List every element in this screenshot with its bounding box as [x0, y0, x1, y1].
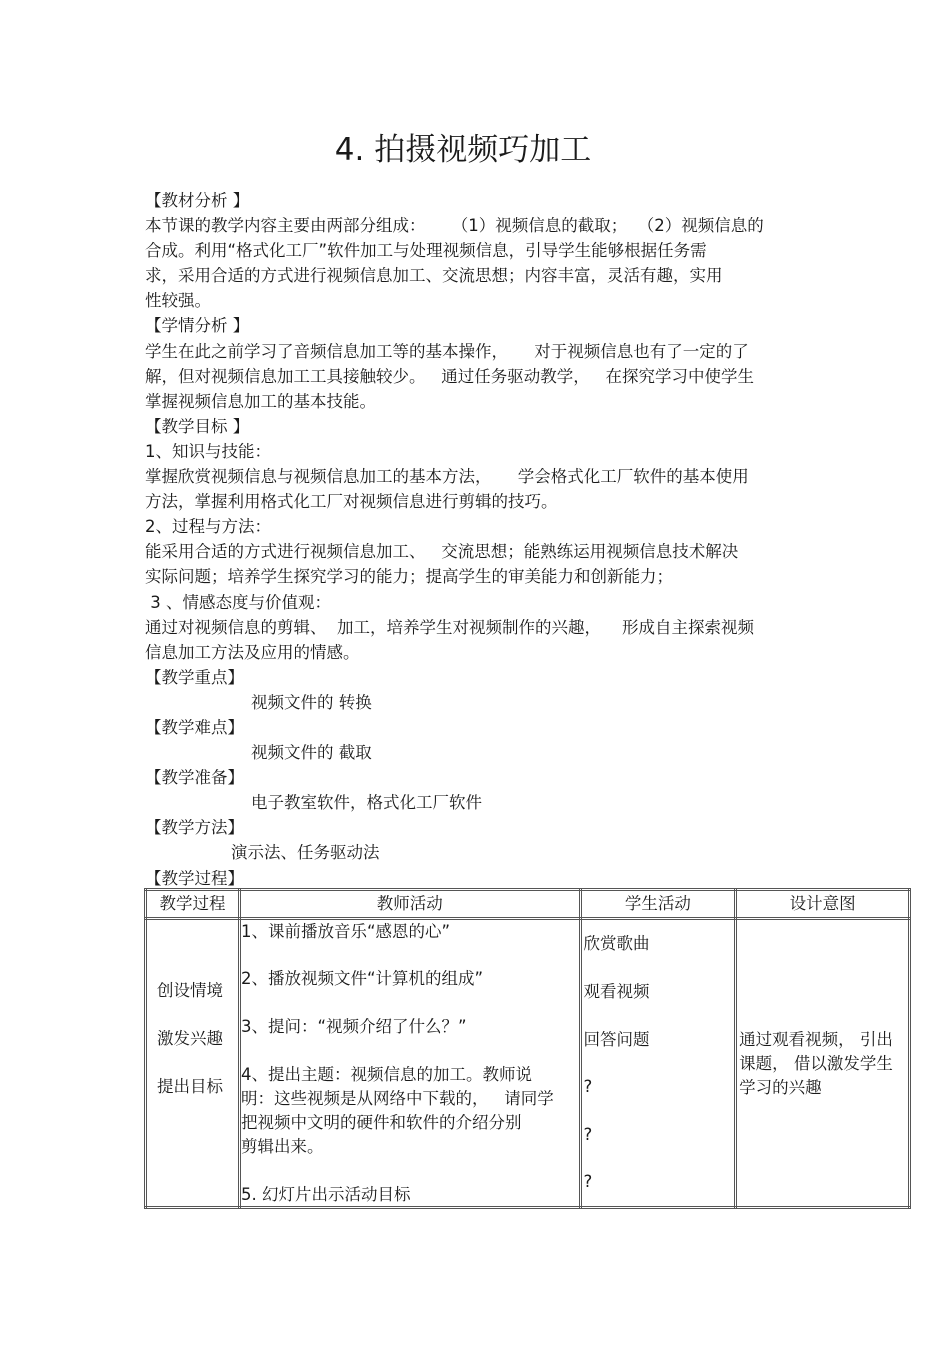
student-item: ?	[583, 1077, 593, 1096]
teacher-item: 3、提问：“视频介绍了什么？”	[240, 1017, 467, 1036]
paragraph-line: 掌握视频信息加工的基本技能。	[145, 391, 376, 411]
section-heading-prep: 【教学准备】	[145, 768, 244, 788]
teacher-item: 明：这些视频是从网络中下载的， 请同学	[240, 1089, 554, 1108]
paragraph-line: 实际问题；培养学生探究学习的能力；提高学生的审美能力和创新能力；	[145, 567, 673, 587]
paragraph-line: 信息加工方法及应用的情感。	[145, 642, 360, 662]
stage-item: 激发兴趣	[157, 1029, 223, 1048]
paragraph-line: 性较强。	[145, 291, 211, 311]
paragraph-line: 学生在此之前学习了音频信息加工等的基本操作， 对于视频信息也有了一定的了	[145, 341, 749, 361]
header-intent: 设计意图	[736, 890, 910, 919]
header-student: 学生活动	[580, 890, 736, 919]
section-heading-goals: 【教学目标 】	[145, 416, 250, 436]
teacher-item: 剪辑出来。	[240, 1137, 324, 1156]
key-point-text: 视频文件的 转换	[251, 692, 372, 712]
section-heading-difficult: 【教学难点】	[145, 717, 244, 737]
document-title: 4. 拍摄视频巧加工	[334, 132, 592, 168]
header-teacher: 教师活动	[239, 890, 580, 919]
teacher-cell	[239, 919, 580, 1208]
paragraph-line: 通过对视频信息的剪辑、 加工，培养学生对视频制作的兴趣， 形成自主探索视频	[145, 617, 754, 637]
paragraph-line: 能采用合适的方式进行视频信息加工、 交流思想；能熟练运用视频信息技术解决	[145, 542, 739, 562]
stage-item: 创设情境	[157, 981, 223, 1000]
student-item: ?	[583, 1125, 593, 1144]
goal-title: 3 、情感态度与价值观：	[145, 592, 331, 612]
teaching-process-table	[144, 888, 911, 1209]
student-item: 回答问题	[583, 1030, 650, 1049]
paragraph-line: 方法，掌握利用格式化工厂对视频信息进行剪辑的技巧。	[145, 492, 558, 512]
paragraph-line: 解，但对视频信息加工工具接触较少。 通过任务驱动教学， 在探究学习中使学生	[145, 366, 754, 386]
teacher-item: 把视频中文明的硬件和软件的介绍分别	[240, 1113, 522, 1132]
goal-title: 2、过程与方法：	[145, 517, 271, 537]
table-header-row	[146, 890, 910, 919]
method-text: 演示法、任务驱动法	[231, 843, 380, 863]
section-heading-process: 【教学过程】	[145, 868, 244, 888]
section-heading-key: 【教学重点】	[145, 667, 244, 687]
intent-cell	[736, 919, 910, 1208]
paragraph-line: 合成。利用“格式化工厂”软件加工与处理视频信息，引导学生能够根据任务需	[145, 241, 707, 261]
teacher-item: 2、播放视频文件“计算机的组成”	[240, 969, 484, 988]
document-body	[145, 188, 810, 891]
teacher-item: 4、提出主题：视频信息的加工。教师说	[240, 1065, 532, 1084]
table-row	[146, 919, 910, 1208]
paragraph-line: 掌握欣赏视频信息与视频信息加工的基本方法， 学会格式化工厂软件的基本使用	[145, 467, 749, 487]
student-item: 观看视频	[583, 982, 650, 1001]
student-cell	[580, 919, 736, 1208]
section-heading-method: 【教学方法】	[145, 818, 244, 838]
teacher-item: 1、课前播放音乐“感恩的心”	[240, 922, 451, 941]
goal-title: 1、知识与技能：	[145, 441, 271, 461]
section-heading-student: 【学情分析 】	[145, 316, 250, 336]
stage-item: 提出目标	[157, 1077, 223, 1096]
paragraph-line: 本节课的教学内容主要由两部分组成： （1）视频信息的截取； （2）视频信息的	[145, 216, 764, 236]
teacher-item: 5. 幻灯片出示活动目标	[240, 1185, 411, 1204]
difficult-point-text: 视频文件的 截取	[251, 743, 372, 763]
stage-cell	[146, 919, 240, 1208]
student-item: 欣赏歌曲	[583, 934, 650, 953]
intent-text: 通过观看视频， 引出课题， 借以激发学生学习的兴趣	[739, 1030, 893, 1097]
prep-text: 电子教室软件，格式化工厂软件	[251, 793, 482, 813]
section-heading-material: 【教材分析 】	[145, 191, 250, 210]
paragraph-line: 求，采用合适的方式进行视频信息加工、交流思想；内容丰富，灵活有趣，实用	[145, 266, 723, 286]
student-item: ?	[583, 1172, 593, 1191]
header-stage: 教学过程	[146, 890, 240, 919]
